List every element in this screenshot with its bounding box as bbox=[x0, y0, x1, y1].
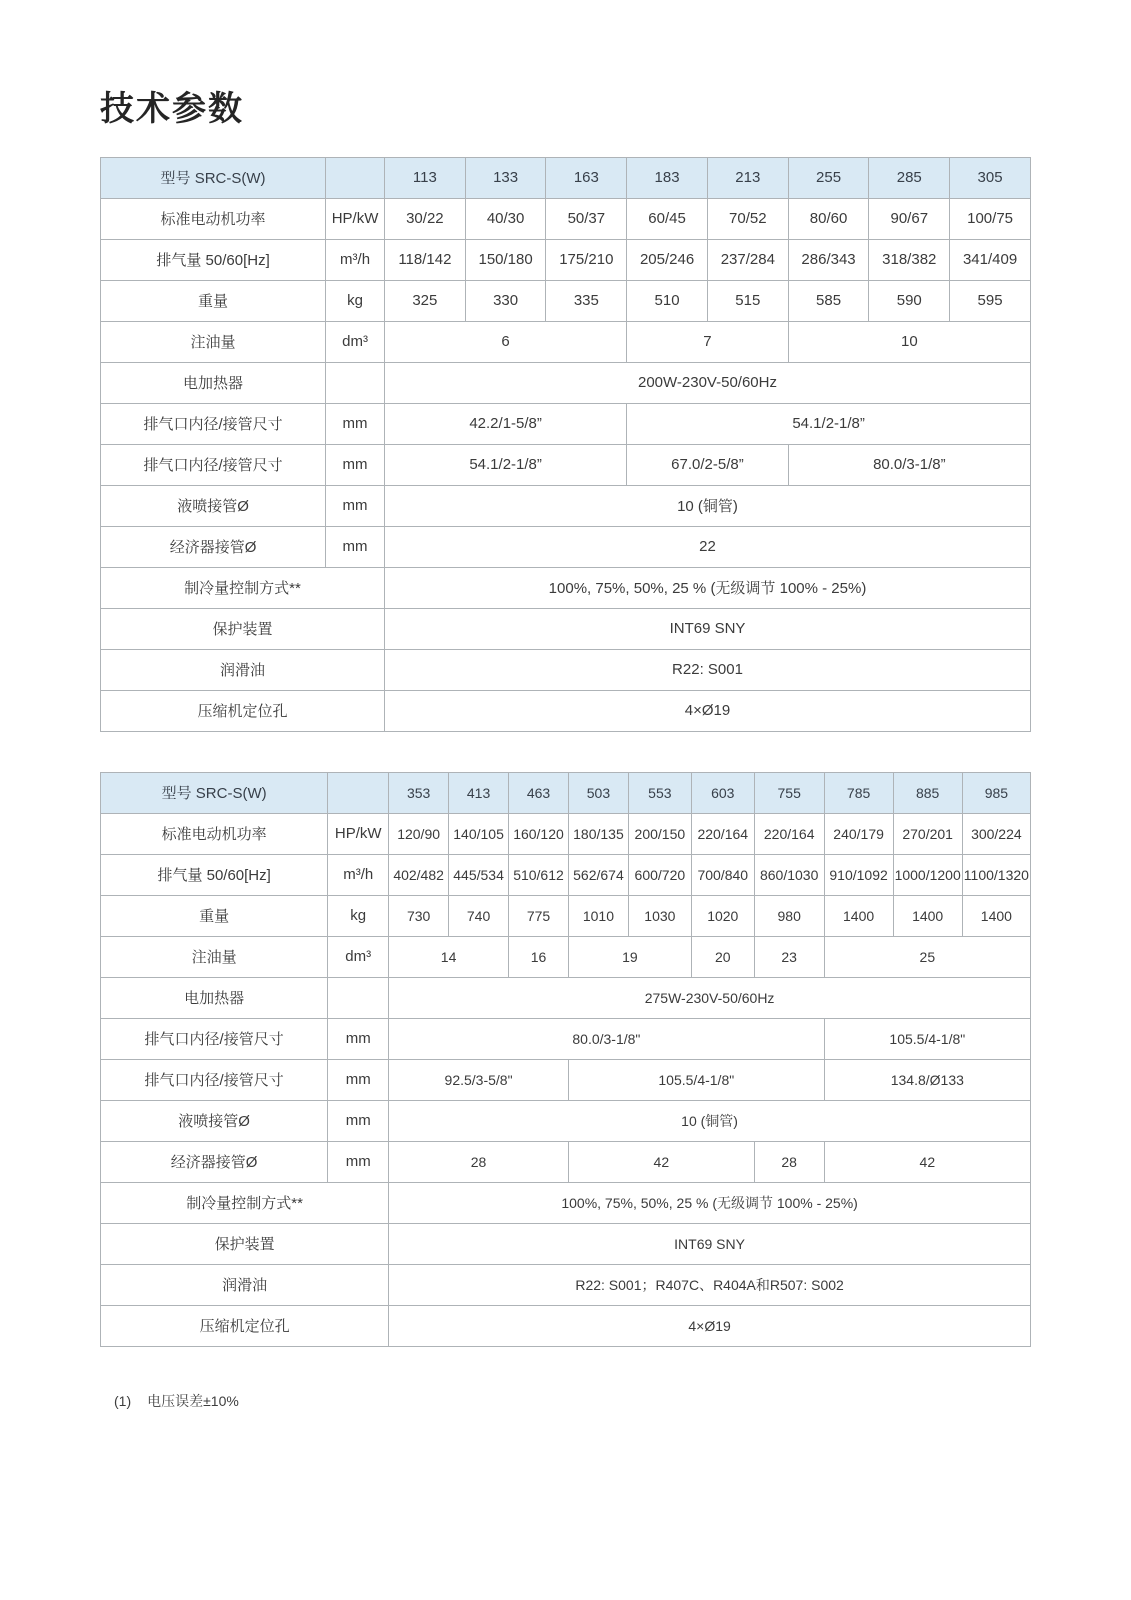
table-row bbox=[101, 362, 1031, 403]
value-cell: 22 bbox=[385, 526, 1031, 567]
value-cell: 100%, 75%, 50%, 25 % (无级调节 100% - 25%) bbox=[385, 567, 1031, 608]
table-row bbox=[101, 567, 1031, 608]
table-row bbox=[101, 321, 1031, 362]
model-header-cell: 413 bbox=[449, 772, 509, 813]
value-cell: 1010 bbox=[568, 895, 628, 936]
table-header-row bbox=[101, 157, 1031, 198]
row-label: 排气口内径/接管尺寸 bbox=[101, 1018, 328, 1059]
value-cell: 105.5/4-1/8" bbox=[824, 1018, 1030, 1059]
value-cell: 175/210 bbox=[546, 239, 627, 280]
value-cell: 237/284 bbox=[707, 239, 788, 280]
model-header-cell: 213 bbox=[707, 157, 788, 198]
value-cell: 42.2/1-5/8” bbox=[385, 403, 627, 444]
row-label: 型号 SRC-S(W) bbox=[101, 157, 326, 198]
row-unit: mm bbox=[326, 403, 385, 444]
value-cell: 105.5/4-1/8" bbox=[568, 1059, 824, 1100]
row-unit: mm bbox=[326, 526, 385, 567]
value-cell: 341/409 bbox=[950, 239, 1031, 280]
model-header-cell: 285 bbox=[869, 157, 950, 198]
spec-table-large-models bbox=[100, 772, 1031, 1347]
value-cell: 220/164 bbox=[691, 813, 754, 854]
value-cell: 585 bbox=[788, 280, 869, 321]
value-cell: 590 bbox=[869, 280, 950, 321]
table-row bbox=[101, 1182, 1031, 1223]
value-cell: 1400 bbox=[824, 895, 893, 936]
value-cell: 1030 bbox=[628, 895, 691, 936]
value-cell: 54.1/2-1/8” bbox=[385, 444, 627, 485]
model-header-cell: 183 bbox=[627, 157, 708, 198]
row-label: 润滑油 bbox=[101, 649, 385, 690]
value-cell: 286/343 bbox=[788, 239, 869, 280]
value-cell: 10 (铜管) bbox=[385, 485, 1031, 526]
table-row bbox=[101, 1305, 1031, 1346]
value-cell: 740 bbox=[449, 895, 509, 936]
model-header-cell: 353 bbox=[389, 772, 449, 813]
value-cell: 4×Ø19 bbox=[389, 1305, 1031, 1346]
value-cell: 23 bbox=[754, 936, 824, 977]
value-cell: 1100/1320 bbox=[962, 854, 1030, 895]
row-unit: mm bbox=[328, 1059, 389, 1100]
row-label: 标准电动机功率 bbox=[101, 813, 328, 854]
value-cell: INT69 SNY bbox=[385, 608, 1031, 649]
model-header-cell: 755 bbox=[754, 772, 824, 813]
value-cell: 80/60 bbox=[788, 198, 869, 239]
table-row bbox=[101, 854, 1031, 895]
value-cell: 730 bbox=[389, 895, 449, 936]
table-row bbox=[101, 1059, 1031, 1100]
row-label: 标准电动机功率 bbox=[101, 198, 326, 239]
row-unit: kg bbox=[328, 895, 389, 936]
table-row bbox=[101, 649, 1031, 690]
model-header-cell: 553 bbox=[628, 772, 691, 813]
value-cell: 1400 bbox=[893, 895, 962, 936]
value-cell: 50/37 bbox=[546, 198, 627, 239]
value-cell: 300/224 bbox=[962, 813, 1030, 854]
value-cell: 7 bbox=[627, 321, 788, 362]
model-header-cell: 305 bbox=[950, 157, 1031, 198]
value-cell: 402/482 bbox=[389, 854, 449, 895]
table-row bbox=[101, 895, 1031, 936]
row-unit: mm bbox=[328, 1100, 389, 1141]
row-label: 排气口内径/接管尺寸 bbox=[101, 1059, 328, 1100]
value-cell: 42 bbox=[568, 1141, 754, 1182]
value-cell: 4×Ø19 bbox=[385, 690, 1031, 731]
row-label: 注油量 bbox=[101, 936, 328, 977]
row-label: 经济器接管Ø bbox=[101, 526, 326, 567]
table-row bbox=[101, 813, 1031, 854]
model-header-cell: 163 bbox=[546, 157, 627, 198]
row-unit: mm bbox=[328, 1018, 389, 1059]
value-cell: 14 bbox=[389, 936, 509, 977]
value-cell: 54.1/2-1/8” bbox=[627, 403, 1031, 444]
value-cell: 6 bbox=[385, 321, 627, 362]
footnote-marker: (1) bbox=[114, 1392, 132, 1409]
model-header-cell: 113 bbox=[385, 157, 466, 198]
row-unit: HP/kW bbox=[326, 198, 385, 239]
page-title: 技术参数 bbox=[100, 90, 244, 128]
value-cell: 910/1092 bbox=[824, 854, 893, 895]
row-label: 经济器接管Ø bbox=[101, 1141, 328, 1182]
row-unit bbox=[328, 772, 389, 813]
table-row bbox=[101, 198, 1031, 239]
row-unit: mm bbox=[326, 444, 385, 485]
model-header-cell: 785 bbox=[824, 772, 893, 813]
value-cell: 325 bbox=[385, 280, 466, 321]
row-unit: m³/h bbox=[328, 854, 389, 895]
value-cell: INT69 SNY bbox=[389, 1223, 1031, 1264]
row-label: 压缩机定位孔 bbox=[101, 690, 385, 731]
value-cell: 1000/1200 bbox=[893, 854, 962, 895]
value-cell: 150/180 bbox=[465, 239, 546, 280]
value-cell: 860/1030 bbox=[754, 854, 824, 895]
footnote-text: 电压误差±10% bbox=[147, 1392, 239, 1409]
value-cell: 70/52 bbox=[707, 198, 788, 239]
value-cell: 445/534 bbox=[449, 854, 509, 895]
table-row bbox=[101, 444, 1031, 485]
value-cell: 205/246 bbox=[627, 239, 708, 280]
table-row bbox=[101, 690, 1031, 731]
value-cell: 60/45 bbox=[627, 198, 708, 239]
row-label: 电加热器 bbox=[101, 362, 326, 403]
value-cell: 92.5/3-5/8" bbox=[389, 1059, 569, 1100]
table-row bbox=[101, 1264, 1031, 1305]
row-unit: dm³ bbox=[328, 936, 389, 977]
row-label: 重量 bbox=[101, 280, 326, 321]
table-row bbox=[101, 485, 1031, 526]
value-cell: 515 bbox=[707, 280, 788, 321]
value-cell: 510 bbox=[627, 280, 708, 321]
value-cell: R22: S001；R407C、R404A和R507: S002 bbox=[389, 1264, 1031, 1305]
value-cell: 240/179 bbox=[824, 813, 893, 854]
row-label: 润滑油 bbox=[101, 1264, 389, 1305]
row-label: 制冷量控制方式** bbox=[101, 1182, 389, 1223]
row-label: 排气量 50/60[Hz] bbox=[101, 854, 328, 895]
row-unit: HP/kW bbox=[328, 813, 389, 854]
model-header-cell: 133 bbox=[465, 157, 546, 198]
table-row bbox=[101, 936, 1031, 977]
table-row bbox=[101, 1141, 1031, 1182]
row-unit bbox=[326, 157, 385, 198]
value-cell: 200W-230V-50/60Hz bbox=[385, 362, 1031, 403]
row-label: 注油量 bbox=[101, 321, 326, 362]
value-cell: 270/201 bbox=[893, 813, 962, 854]
large-models-table-container bbox=[100, 772, 1031, 1347]
row-label: 排气量 50/60[Hz] bbox=[101, 239, 326, 280]
value-cell: 600/720 bbox=[628, 854, 691, 895]
value-cell: 180/135 bbox=[568, 813, 628, 854]
value-cell: 1020 bbox=[691, 895, 754, 936]
value-cell: 67.0/2-5/8” bbox=[627, 444, 788, 485]
row-label: 保护装置 bbox=[101, 1223, 389, 1264]
value-cell: 100%, 75%, 50%, 25 % (无级调节 100% - 25%) bbox=[389, 1182, 1031, 1223]
value-cell: 330 bbox=[465, 280, 546, 321]
value-cell: 20 bbox=[691, 936, 754, 977]
row-unit: m³/h bbox=[326, 239, 385, 280]
value-cell: 90/67 bbox=[869, 198, 950, 239]
spec-table-small-models bbox=[100, 157, 1031, 732]
model-header-cell: 885 bbox=[893, 772, 962, 813]
table-row bbox=[101, 1018, 1031, 1059]
value-cell: 19 bbox=[568, 936, 691, 977]
value-cell: 10 bbox=[788, 321, 1030, 362]
value-cell: 335 bbox=[546, 280, 627, 321]
value-cell: 510/612 bbox=[509, 854, 569, 895]
value-cell: 160/120 bbox=[509, 813, 569, 854]
value-cell: 1400 bbox=[962, 895, 1030, 936]
value-cell: R22: S001 bbox=[385, 649, 1031, 690]
row-label: 压缩机定位孔 bbox=[101, 1305, 389, 1346]
model-header-cell: 503 bbox=[568, 772, 628, 813]
row-label: 液喷接管Ø bbox=[101, 485, 326, 526]
row-unit bbox=[328, 977, 389, 1018]
value-cell: 16 bbox=[509, 936, 569, 977]
model-header-cell: 463 bbox=[509, 772, 569, 813]
footnote bbox=[100, 1391, 1031, 1411]
row-unit: mm bbox=[328, 1141, 389, 1182]
value-cell: 42 bbox=[824, 1141, 1030, 1182]
row-label: 排气口内径/接管尺寸 bbox=[101, 444, 326, 485]
value-cell: 562/674 bbox=[568, 854, 628, 895]
value-cell: 275W-230V-50/60Hz bbox=[389, 977, 1031, 1018]
small-models-table-container bbox=[100, 157, 1031, 732]
value-cell: 140/105 bbox=[449, 813, 509, 854]
value-cell: 28 bbox=[389, 1141, 569, 1182]
value-cell: 120/90 bbox=[389, 813, 449, 854]
value-cell: 134.8/Ø133 bbox=[824, 1059, 1030, 1100]
value-cell: 100/75 bbox=[950, 198, 1031, 239]
table-header-row bbox=[101, 772, 1031, 813]
row-unit: kg bbox=[326, 280, 385, 321]
row-unit: mm bbox=[326, 485, 385, 526]
model-header-cell: 985 bbox=[962, 772, 1030, 813]
table-row bbox=[101, 403, 1031, 444]
value-cell: 595 bbox=[950, 280, 1031, 321]
row-unit: dm³ bbox=[326, 321, 385, 362]
model-header-cell: 603 bbox=[691, 772, 754, 813]
table-row bbox=[101, 977, 1031, 1018]
table-row bbox=[101, 526, 1031, 567]
model-header-cell: 255 bbox=[788, 157, 869, 198]
row-label: 排气口内径/接管尺寸 bbox=[101, 403, 326, 444]
value-cell: 775 bbox=[509, 895, 569, 936]
table-row bbox=[101, 1100, 1031, 1141]
table-row bbox=[101, 1223, 1031, 1264]
value-cell: 80.0/3-1/8” bbox=[788, 444, 1030, 485]
table-row bbox=[101, 608, 1031, 649]
table-row bbox=[101, 280, 1031, 321]
value-cell: 25 bbox=[824, 936, 1030, 977]
row-label: 电加热器 bbox=[101, 977, 328, 1018]
row-label: 重量 bbox=[101, 895, 328, 936]
row-label: 型号 SRC-S(W) bbox=[101, 772, 328, 813]
value-cell: 118/142 bbox=[385, 239, 466, 280]
value-cell: 980 bbox=[754, 895, 824, 936]
table-row bbox=[101, 239, 1031, 280]
row-label: 制冷量控制方式** bbox=[101, 567, 385, 608]
value-cell: 10 (铜管) bbox=[389, 1100, 1031, 1141]
value-cell: 318/382 bbox=[869, 239, 950, 280]
value-cell: 220/164 bbox=[754, 813, 824, 854]
value-cell: 30/22 bbox=[385, 198, 466, 239]
row-label: 保护装置 bbox=[101, 608, 385, 649]
value-cell: 80.0/3-1/8" bbox=[389, 1018, 824, 1059]
value-cell: 200/150 bbox=[628, 813, 691, 854]
value-cell: 28 bbox=[754, 1141, 824, 1182]
value-cell: 40/30 bbox=[465, 198, 546, 239]
row-unit bbox=[326, 362, 385, 403]
row-label: 液喷接管Ø bbox=[101, 1100, 328, 1141]
value-cell: 700/840 bbox=[691, 854, 754, 895]
